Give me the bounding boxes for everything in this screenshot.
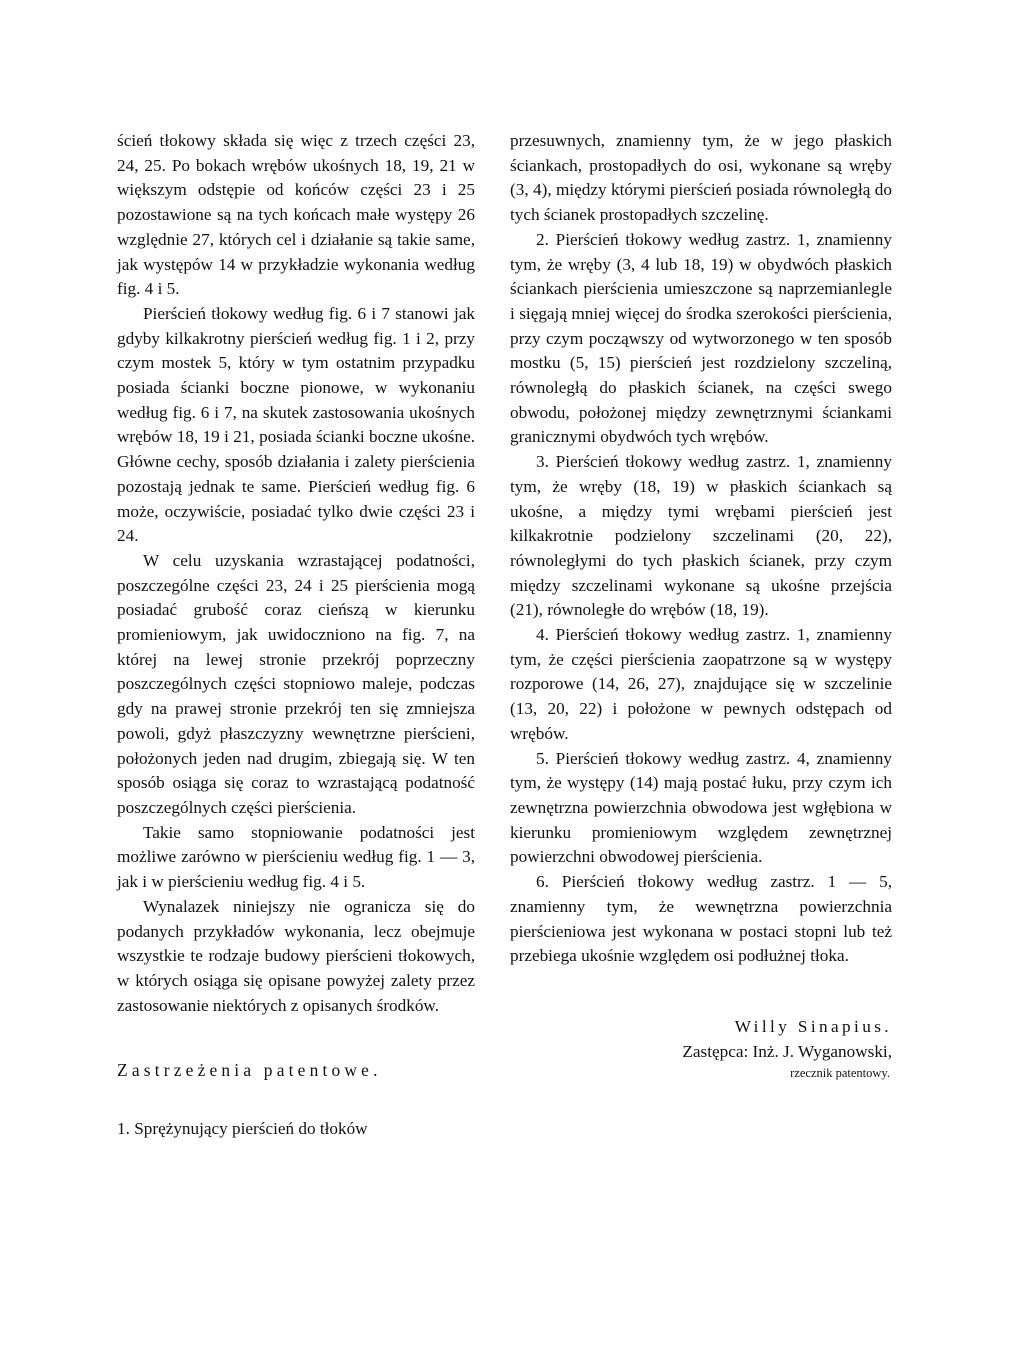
claim-4: 4. Pierścień tłokowy według zastrz. 1, znamienny tym, że części pierścienia zaopatrzone są w występy rozporowe (14, 26, 27), znajdujące się w szczelinie (13, 20, 22) i położone w pewnych odstępach od wrębów. [510, 625, 892, 743]
representative-title: rzecznik patentowy. [790, 1066, 890, 1081]
paragraph-continuation: ścień tłokowy składa się więc z trzech części 23, 24, 25. Po bokach wrębów ukośnych 18, 19, 21 w większym odstępie od końców części 23 i 25 pozostawione są na tych końcach małe występy 26 względnie 27, których cel i działanie są takie same, jak występów 14 w przykładzie wykonania według fig. 4 i 5. [117, 131, 475, 299]
paragraph-fig6-7: Pierścień tłokowy według fig. 6 i 7 stanowi jak gdyby kilkakrotny pierścień według fig. 1 i 2, przy czym mostek 5, który w tym ostatnim przypadku posiada ścianki boczne pionowe, w wykonaniu według fig. 6 i 7, na skutek zastosowania ukośnych wrębów 18, 19 i 21, posiada ścianki boczne ukośne. Główne cechy, sposób działania i zalety pierścienia pozostają jednak te same. Pierścień według fig. 6 może, oczywiście, posiadać tylko dwie części 23 i 24. [117, 303, 475, 546]
paragraph-stopniowanie: Takie samo stopniowanie podatności jest możliwe zarówno w pierścieniu według fig. 1 — 3, jak i w pierścieniu według fig. 4 i 5. [117, 822, 475, 892]
left-column [117, 129, 475, 1142]
claim-1-continuation: przesuwnych, znamienny tym, że w jego płaskich ściankach, prostopadłych do osi, wykonane są wręby (3, 4), między którymi pierścień posiada równoległą do tych ścianek prostopadłych szczelinę. [510, 131, 892, 225]
claims-heading: Zastrzeżenia patentowe. [117, 1060, 382, 1081]
representative-name: Zastępca: Inż. J. Wyganowski, [682, 1041, 892, 1061]
claim-1-start: 1. Sprężynujący pierścień do tłoków [117, 1119, 368, 1139]
claim-6: 6. Pierścień tłokowy według zastrz. 1 — 5, znamienny tym, że wewnętrzna powierzchnia pierścieniowa jest wykonana w postaci stopni lub też przebiega ukośnie względem osi podłużnej tłoka. [510, 872, 892, 966]
paragraph-podatnosc: W celu uzyskania wzrastającej podatności, poszczególne części 23, 24 i 25 pierścienia mogą posiadać grubość coraz cieńszą w kierunku promieniowym, jak uwidoczniono na fig. 7, na której na lewej stronie przekrój poprzeczny poszczególnych części stopniowo maleje, podczas gdy na prawej stronie przekrój ten się zmniejsza powoli, gdyż płaszczyzny wewnętrzne pierścieni, położonych jeden nad drugim, zbiegają się. W ten sposób osiąga się coraz to wzrastającą podatność poszczególnych części pierścienia. [117, 550, 475, 817]
inventor-signature: Willy Sinapius. [734, 1016, 892, 1036]
right-column [510, 129, 892, 1082]
paragraph-wynalazek: Wynalazek niniejszy nie ogranicza się do podanych przykładów wykonania, lecz obejmuje wszystkie te rodzaje budowy pierścieni tłokowych, w których osiąga się opisane powyżej zalety przez zastosowanie niektórych z opisanych środków. [117, 896, 475, 1015]
claim-2: 2. Pierścień tłokowy według zastrz. 1, znamienny tym, że wręby (3, 4 lub 18, 19) w obydwóch płaskich ściankach pierścienia umieszczone są naprzemianlegle i sięgają mniej więcej do środka szerokości pierścienia, przy czym począwszy od wytworzonego w ten sposób mostku (5, 15) pierścień jest rozdzielony szczeliną, równoległą do płaskich ścianek, na części swego obwodu, położonej między zewnętrznymi ściankami granicznymi obydwóch tych wrębów. [510, 229, 892, 447]
claim-3: 3. Pierścień tłokowy według zastrz. 1, znamienny tym, że wręby (18, 19) w płaskich ściankach są ukośne, a między tymi wrębami pierścień jest kilkakrotnie podzielony szczelinami (20, 22), równoległymi do tych płaskich ścianek, przy czym między szczelinami wykonane są ukośne przejścia (21), równoległe do wrębów (18, 19). [510, 452, 892, 620]
claim-5: 5. Pierścień tłokowy według zastrz. 4, znamienny tym, że występy (14) mają postać łuku, przy czym ich zewnętrzna powierzchnia obwodowa jest wgłębiona w kierunku promieniowym względem zewnętrznej powierzchni obwodowej pierścienia. [510, 748, 892, 867]
